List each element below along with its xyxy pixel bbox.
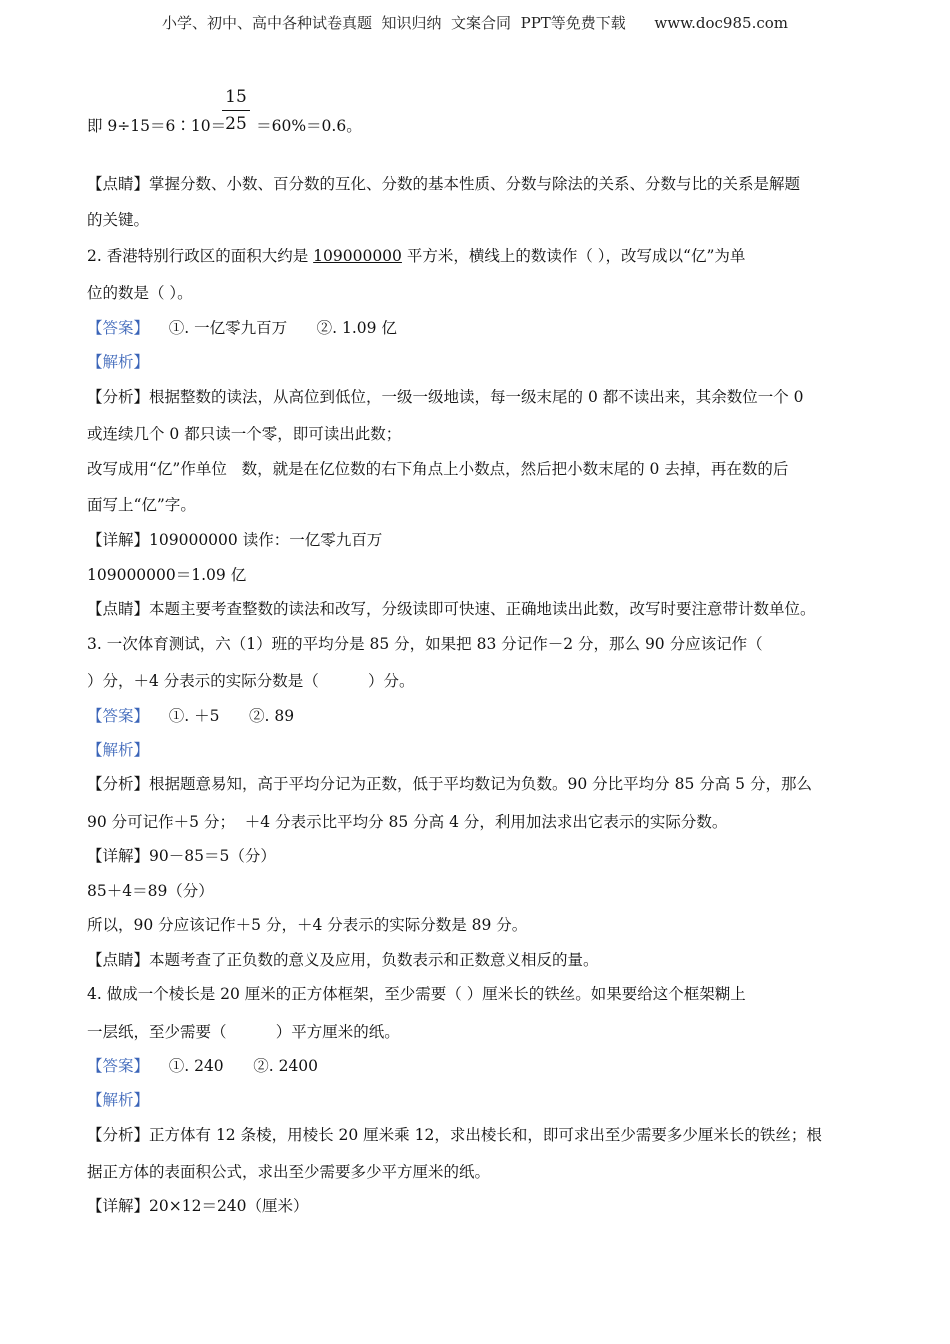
q3-xiangjie-line [87,846,276,866]
q2-fenxi-line-4: 面写上“亿”字。 [87,496,196,514]
q2-xiangjie-text: 109000000 读作：一亿零九百万 [149,531,383,549]
q2-answer-line [87,318,397,338]
q2-answer-text: ①. 一亿零九百万 ②. 1.09 亿 [149,319,397,337]
fenxi-tag: 【分析】 [87,388,150,406]
fraction-bar [222,110,250,111]
q3-answer-line [87,706,294,726]
xiangjie-tag: 【详解】 [87,531,150,549]
q3-dianjing-line [87,950,599,970]
q2-question-line [87,246,745,266]
q4-xiangjie-line [87,1196,309,1216]
q2-jiexi-tag: 【解析】 [87,353,150,371]
answer-tag: 【答案】 [87,1057,150,1075]
q1-dianjing-text: 掌握分数、小数、百分数的互化、分数的基本性质、分数与除法的关系、分数与比的关系是解题 [149,175,801,193]
q2-fenxi-line [87,387,804,407]
q1-dianjing-line-2: 的关键。 [87,211,150,229]
q4-fenxi-line-2: 据正方体的表面积公式，求出至少需要多少平方厘米的纸。 [87,1163,491,1181]
page-header[interactable]: 小学、初中、高中各种试卷真题 知识归纳 文案合同 PPT等免费下载 www.doc985.com [161,14,788,32]
dianjing-tag: 【点睛】 [87,175,150,193]
fraction-numerator: 15 [225,87,247,107]
xiangjie-tag: 【详解】 [87,847,150,865]
q1-calc-left: 即 9÷15＝6∶10＝ [87,117,227,135]
q3-answer-text: ①. ＋5 ②. 89 [149,707,295,725]
q1-calc-right: ＝60%＝0.6。 [256,117,362,135]
q4-question-line: 4. 做成一个棱长是 20 厘米的正方体框架，至少需要（ ）厘米长的铁丝。如果要给这个框架糊上 [87,985,746,1003]
fenxi-tag: 【分析】 [87,775,150,793]
q3-question-line-2: ）分，＋4 分表示的实际分数是（ ）分。 [87,672,415,690]
q3-xiangjie-line-3: 所以，90 分应该记作＋5 分，＋4 分表示的实际分数是 89 分。 [87,916,528,934]
q2-fenxi-text: 根据整数的读法，从高位到低位，一级一级地读，每一级末尾的 0 都不读出来，其余数位一个 0 [149,388,804,406]
q3-jiexi-tag: 【解析】 [87,741,150,759]
xiangjie-tag: 【详解】 [87,1197,150,1215]
fraction-denominator: 25 [225,114,247,134]
q2-question-text: 2. 香港特别行政区的面积大约是 [87,247,314,265]
q2-question-text-2: 平方米，横线上的数读作（ ），改写成以“亿”为单 [401,247,746,265]
q2-underlined-number: 109000000 [313,247,402,265]
q2-xiangjie-line [87,530,382,550]
dianjing-tag: 【点睛】 [87,951,150,969]
answer-tag: 【答案】 [87,319,150,337]
dianjing-tag: 【点睛】 [87,600,150,618]
q4-question-line-2: 一层纸，至少需要（ ）平方厘米的纸。 [87,1023,400,1041]
q2-xiangjie-line-2: 109000000＝1.09 亿 [87,566,247,584]
q3-xiangjie-text: 90－85＝5（分） [149,847,276,865]
q3-fenxi-line [87,774,812,794]
q4-fenxi-text: 正方体有 12 条棱，用棱长 20 厘米乘 12，求出棱长和，即可求出至少需要多少厘米长的铁丝；根 [149,1126,822,1144]
answer-tag: 【答案】 [87,707,150,725]
q2-dianjing-text: 本题主要考查整数的读法和改写，分级读即可快速、正确地读出此数，改写时要注意带计数单位。 [149,600,816,618]
q4-fenxi-line [87,1125,822,1145]
q2-question-line-2: 位的数是（ ）。 [87,284,193,302]
q1-calc-line [87,116,362,136]
q1-dianjing-line [87,174,800,194]
q4-answer-text: ①. 240 ②. 2400 [149,1057,319,1075]
q3-fenxi-line-2: 90 分可记作＋5 分； ＋4 分表示比平均分 85 分高 4 分，利用加法求出它表示的实际分数。 [87,813,728,831]
q2-fenxi-line-3: 改写成用“亿”作单位 数，就是在亿位数的右下角点上小数点，然后把小数末尾的 0 去掉，再在数的后 [87,460,789,478]
q3-dianjing-text: 本题考查了正负数的意义及应用，负数表示和正数意义相反的量。 [149,951,599,969]
q3-question-line: 3. 一次体育测试，六（1）班的平均分是 85 分，如果把 83 分记作－2 分，那么 90 分应该记作（ [87,635,763,653]
q4-jiexi-tag: 【解析】 [87,1091,150,1109]
q3-xiangjie-line-2: 85＋4＝89（分） [87,882,214,900]
q2-fenxi-line-2: 或连续几个 0 都只读一个零，即可读出此数； [87,425,402,443]
q4-answer-line [87,1056,318,1076]
q2-dianjing-line [87,599,816,619]
fenxi-tag: 【分析】 [87,1126,150,1144]
q4-xiangjie-text: 20×12＝240（厘米） [149,1197,309,1215]
q3-fenxi-text: 根据题意易知，高于平均分记为正数，低于平均数记为负数。90 分比平均分 85 分高 5 分，那么 [149,775,812,793]
